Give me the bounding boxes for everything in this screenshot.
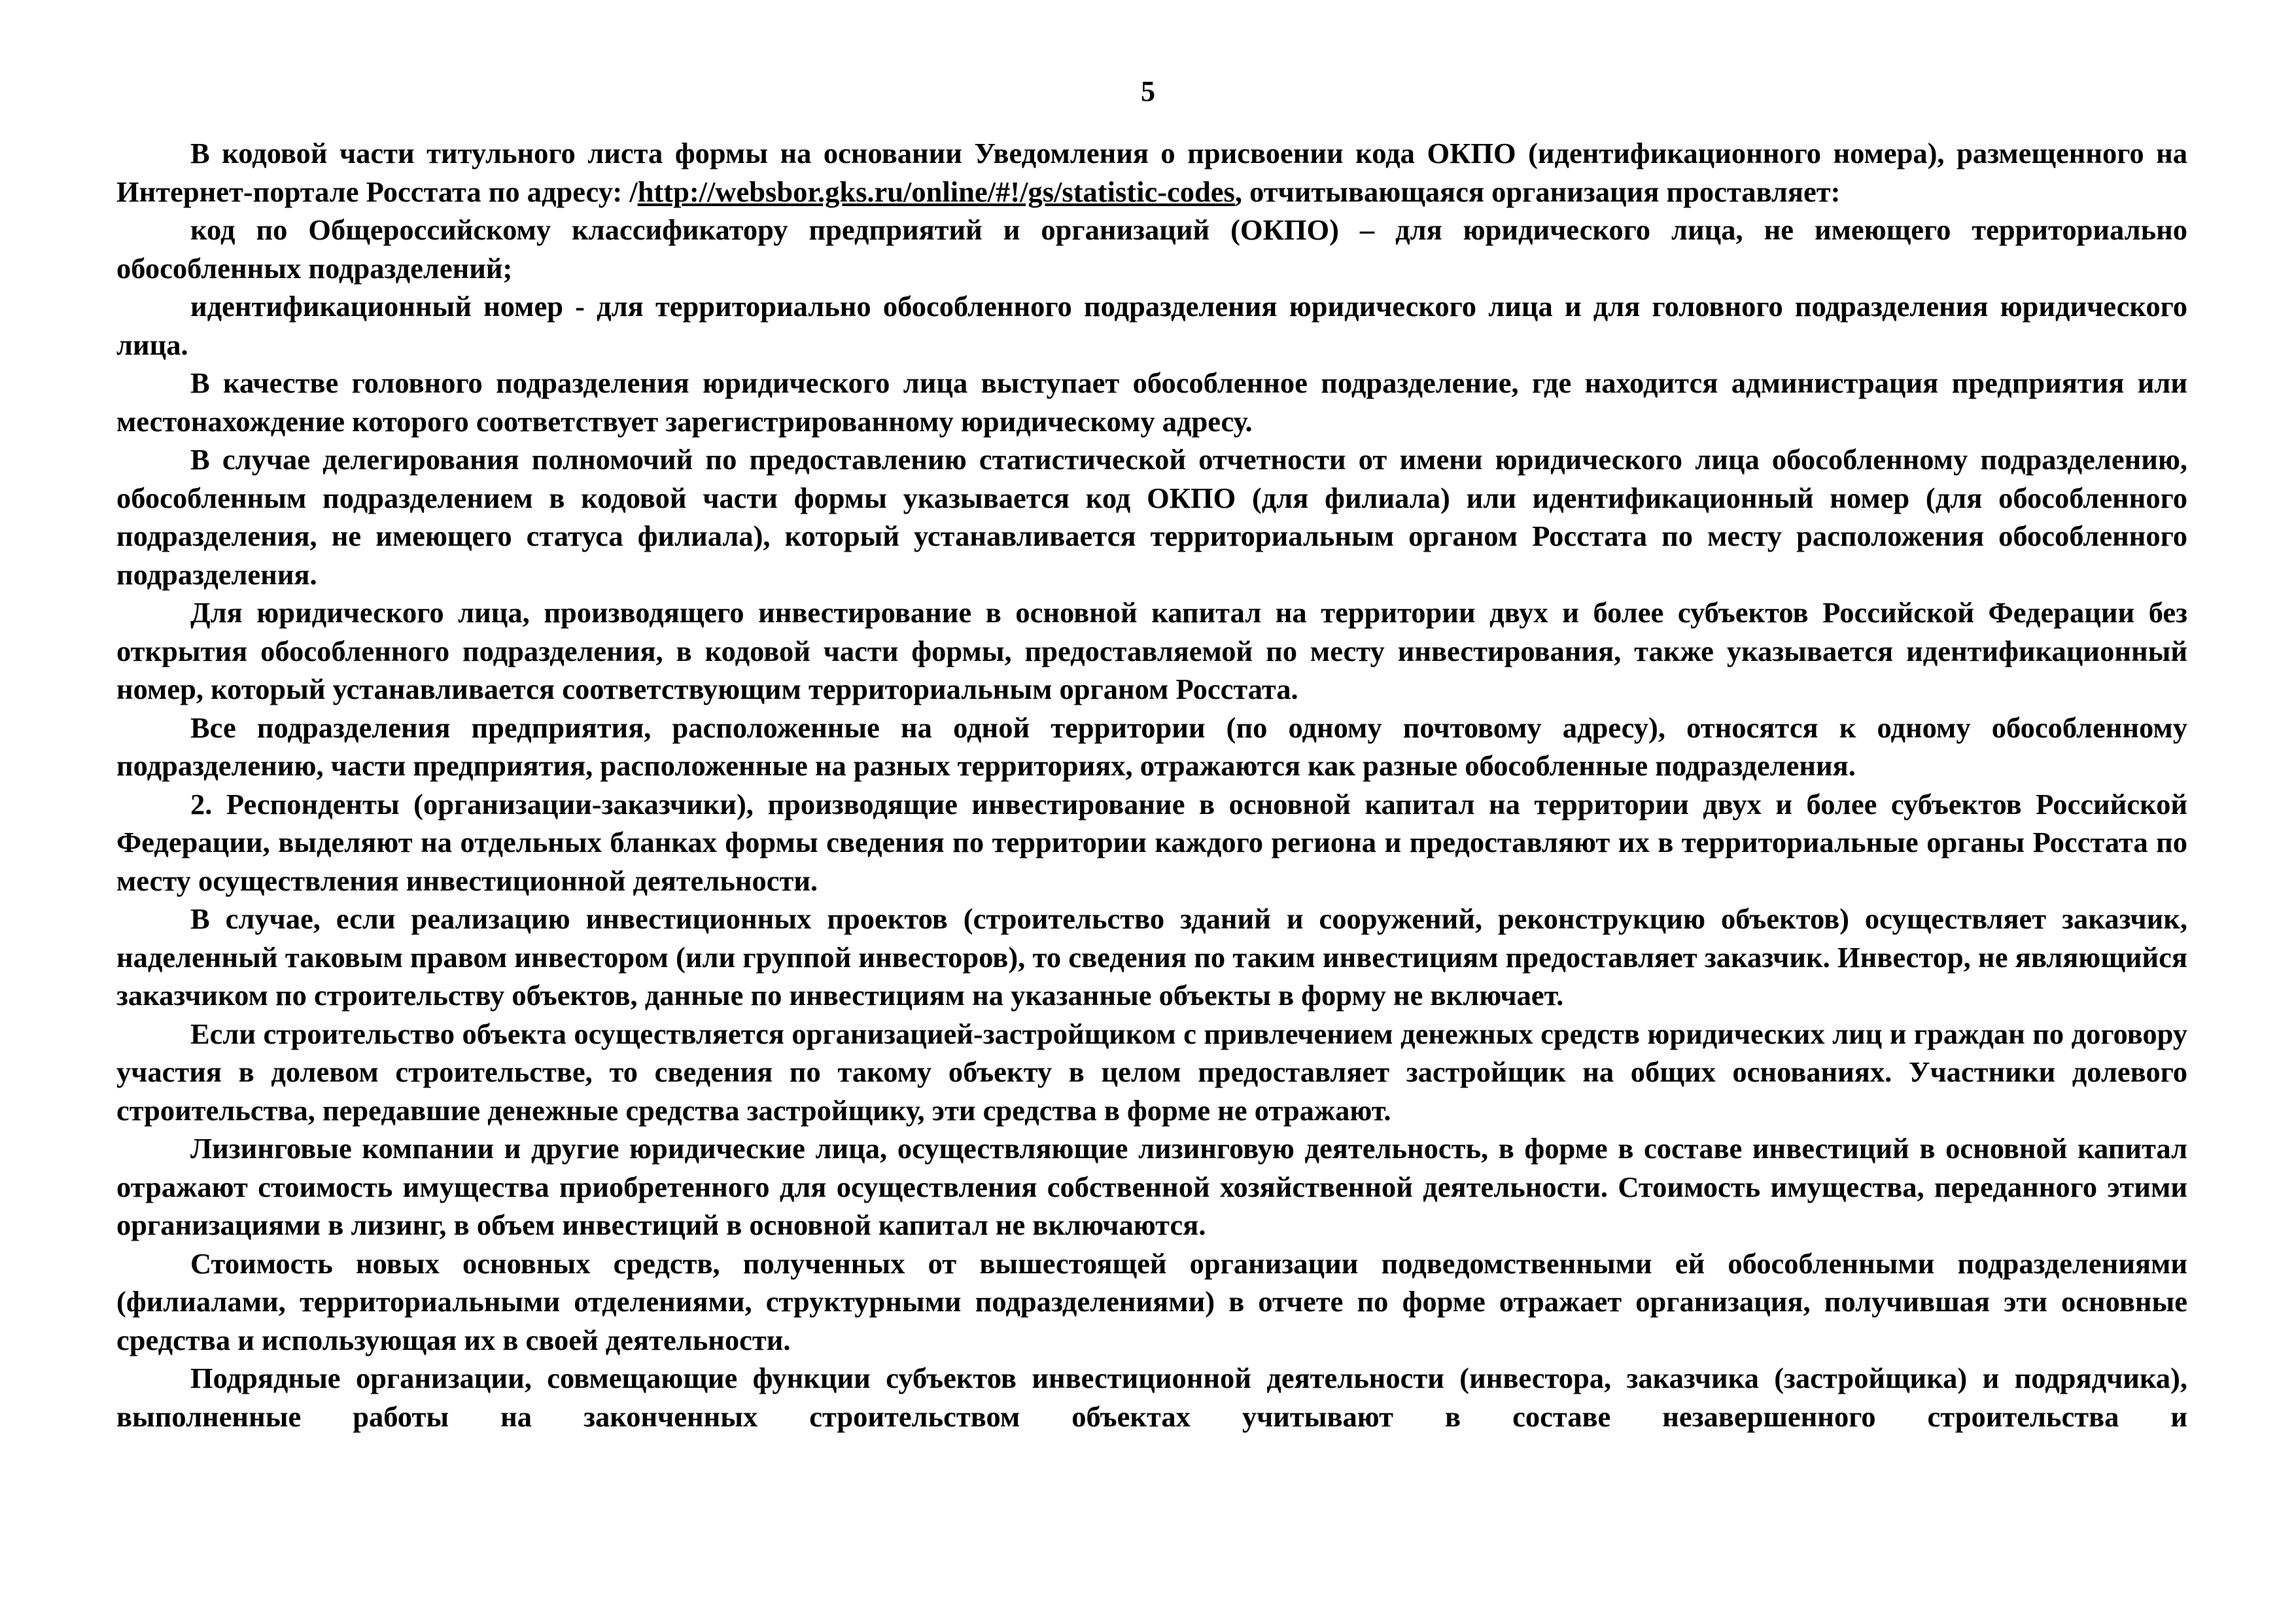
statistic-codes-link[interactable]: http://websbor.gks.ru/online/#!/gs/statistic-codes — [637, 175, 1235, 208]
paragraph-respondents: 2. Респонденты (организации-заказчики), производящие инвестирование в основной капитал на территории двух и более субъектов Российской Федерации, выделяют на отдельных бланках формы сведения по территории каждого региона и предоставляют их в территориальные органы Росстата по месту осуществления инвестиционной деятельности. — [116, 787, 2187, 897]
paragraph-customer-projects: В случае, если реализацию инвестиционных проектов (строительство зданий и сооружений, реконструкцию объектов) осуществляет заказчик, наделенный таковым правом инвестором (или группой инвесторов), то сведения по таким инвестициям предоставляет заказчик. Инвестор, не являющийся заказчиком по строительству объектов, данные по инвестициям на указанные объекты в форму не включает. — [116, 902, 2187, 1012]
paragraph-head-division: В качестве головного подразделения юридического лица выступает обособленное подразделение, где находится администрация предприятия или местонахождение которого соответствует зарегистрированному юридическому адресу. — [116, 366, 2187, 438]
paragraph-fixed-assets: Стоимость новых основных средств, полученных от вышестоящей организации подведомственными ей обособленными подразделениями (филиалами, территориальными отделениями, структурными подразделениями) в отчете по форме отражает организация, получившая эти основные средства и использующая их в своей деятельности. — [116, 1246, 2187, 1356]
paragraph-shared-construction: Если строительство объекта осуществляется организацией-застройщиком с привлечением денежных средств юридических лиц и граждан по договору участия в долевом строительстве, то сведения по такому объекту в целом предоставляет застройщик на общих основаниях. Участники долевого строительства, передавшие денежные средства застройщику, эти средства в форме не отражают. — [116, 1017, 2187, 1127]
page-number: 5 — [1141, 75, 1155, 107]
paragraph-contractors: Подрядные организации, совмещающие функции субъектов инвестиционной деятельности (инвестора, заказчика (застройщика) и подрядчика), выполненные работы на законченных строительством объектах учитывают в составе незавершенного строительства и — [116, 1362, 2187, 1433]
paragraph-same-territory: Все подразделения предприятия, расположенные на одной территории (по одному почтовому адресу), относятся к одному обособленному подразделению, части предприятия, расположенные на разных территориях, отражаются как разные обособленные подразделения. — [116, 711, 2187, 782]
paragraph-leasing: Лизинговые компании и другие юридические лица, осуществляющие лизинговую деятельность, в форме в составе инвестиций в основной капитал отражают стоимость имущества приобретенного для осуществления собственной хозяйственной деятельности. Стоимость имущества, переданного этими организациями в лизинг, в объем инвестиций в основной капитал не включаются. — [116, 1132, 2187, 1241]
paragraph-text: , отчитывающаяся организация проставляет: — [1234, 175, 1841, 208]
paragraph-okpo-code-part — [116, 134, 2187, 211]
paragraph-identification-number: идентификационный номер - для территориально обособленного подразделения юридического лица и для головного подразделения юридического лица. — [116, 290, 2187, 361]
paragraph-multi-region-investment: Для юридического лица, производящего инвестирование в основной капитал на территории двух и более субъектов Российской Федерации без открытия обособленного подразделения, в кодовой части формы, предоставляемой по месту инвестирования, также указывается идентификационный номер, который устанавливается соответствующим территориальным органом Росстата. — [116, 596, 2187, 705]
paragraph-text: В кодовой части титульного листа формы на основании Уведомления о присвоении кода ОКПО (идентификационного номера), размещенного на Интернет-портале Росстата по адресу: / — [116, 137, 2187, 208]
paragraph-delegation: В случае делегирования полномочий по предоставлению статистической отчетности от имени юридического лица обособленному подразделению, обособленным подразделением в кодовой части формы указывается код ОКПО (для филиала) или идентификационный номер (для обособленного подразделения, не имеющего статуса филиала), который устанавливается территориальным органом Росстата по месту расположения обособленного подразделения. — [116, 443, 2187, 591]
paragraph-okpo-legal-entity: код по Общероссийскому классификатору предприятий и организаций (ОКПО) – для юридического лица, не имеющего территориально обособленных подразделений; — [116, 213, 2187, 285]
document-body — [116, 134, 2187, 1436]
